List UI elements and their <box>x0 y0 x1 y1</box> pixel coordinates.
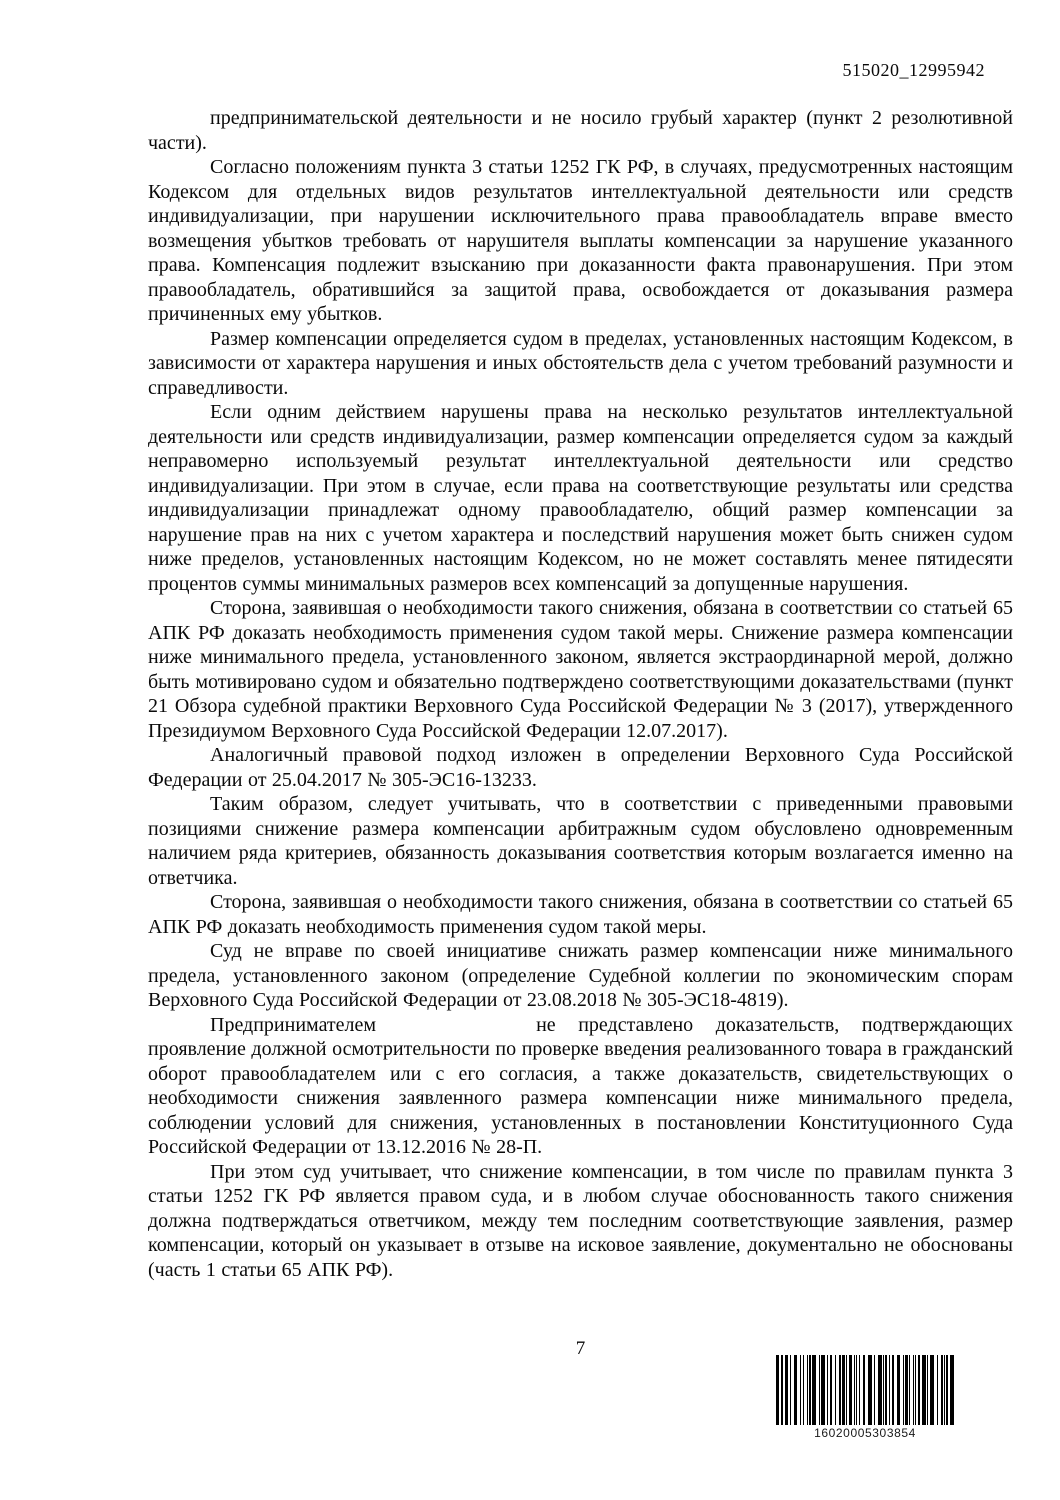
redacted-paragraph-rest: не представлено доказательств, подтверждающих проявление должной осмотрительности по проверке введения реализованного товара в гражданский оборот правообладателем или с его согласия, а также доказательств, свидетельствующих о необходимости снижения заявленного размера компенсации ниже минимального предела, соблюдении условий для снижения, установленных в постановлении Конституционного Суда Российской Федерации от 13.12.2016 № 28-П. <box>148 1013 1013 1158</box>
paragraph: предпринимательской деятельности и не носило грубый характер (пункт 2 резолютивной части). <box>148 107 1013 154</box>
paragraph: Если одним действием нарушены права на несколько результатов интеллектуальной деятельности или средств индивидуализации, размер компенсации определяется судом за каждый неправомерно используемый результат интеллектуальной деятельности или средство индивидуализации. При этом в случае, если права на соответствующие результаты или средства индивидуализации принадлежат одному правообладателю, общий размер компенсации за нарушение прав на них с учетом характера и последствий нарушения может быть снижен судом ниже пределов, установленных настоящим Кодексом, но не может составлять менее пятидесяти процентов суммы минимальных размеров всех компенсаций за допущенные нарушения. <box>148 401 1013 595</box>
paragraph: Согласно положениям пункта 3 статьи 1252 ГК РФ, в случаях, предусмотренных настоящим Кодексом для отдельных видов результатов интеллектуальной деятельности или средств индивидуализации, при нарушении исключительного права правообладатель вправе вместо возмещения убытков требовать от нарушителя выплаты компенсации за нарушение указанного права. Компенсация подлежит взысканию при доказанности факта правонарушения. При этом правообладатель, обратившийся за защитой права, освобождается от доказывания размера причиненных ему убытков. <box>148 156 1013 325</box>
paragraph: Размер компенсации определяется судом в пределах, установленных настоящим Кодексом, в зависимости от характера нарушения и иных обстоятельств дела с учетом требований разумности и справедливости. <box>148 327 1013 399</box>
document-header <box>148 60 985 81</box>
barcode <box>767 1355 963 1440</box>
barcode-number: 16020005303854 <box>814 1426 916 1440</box>
paragraph: Сторона, заявившая о необходимости такого снижения, обязана в соответствии со статьей 65 АПК РФ доказать необходимость применения судом такой меры. <box>148 891 1013 938</box>
paragraph: Таким образом, следует учитывать, что в соответствии с приведенными правовыми позициями снижение размера компенсации арбитражным судом обусловлено одновременным наличием ряда критериев, обязанность доказывания соответствия которым возлагается именно на ответчика. <box>148 793 1013 889</box>
redacted-paragraph-lead: Предпринимателем <box>210 1013 377 1036</box>
document-body <box>148 106 1013 1282</box>
paragraph: Аналогичный правовой подход изложен в определении Верховного Суда Российской Федерации от 25.04.2017 № 305-ЭС16-13233. <box>148 744 1013 791</box>
paragraph-redacted <box>148 1013 1013 1160</box>
redaction-gap <box>376 1030 536 1031</box>
paragraph: Сторона, заявившая о необходимости такого снижения, обязана в соответствии со статьей 65 АПК РФ доказать необходимость применения судом такой меры. Снижение размера компенсации ниже минимального предела, установленного законом, является экстраординарной мерой, должно быть мотивировано судом и обязательно подтверждено соответствующими доказательствами (пункт 21 Обзора судебной практики Верховного Суда Российской Федерации № 3 (2017), утвержденного Президиумом Верховного Суда Российской Федерации 12.07.2017). <box>148 597 1013 742</box>
paragraph: Суд не вправе по своей инициативе снижать размер компенсации ниже минимального предела, установленного законом (определение Судебной коллегии по экономическим спорам Верховного Суда Российской Федерации от 23.08.2018 № 305-ЭС18-4819). <box>148 940 1013 1011</box>
document-reference: 515020_12995942 <box>842 60 985 80</box>
paragraph: При этом суд учитывает, что снижение компенсации, в том числе по правилам пункта 3 статьи 1252 ГК РФ является правом суда, и в любом случае обоснованность такого снижения должна подтверждаться ответчиком, между тем последним соответствующие заявления, размер компенсации, который он указывает в отзыве на исковое заявление, документально не обоснованы (часть 1 статьи 65 АПК РФ). <box>148 1160 1013 1281</box>
barcode-bars <box>767 1355 963 1425</box>
page-number: 7 <box>575 1338 586 1359</box>
